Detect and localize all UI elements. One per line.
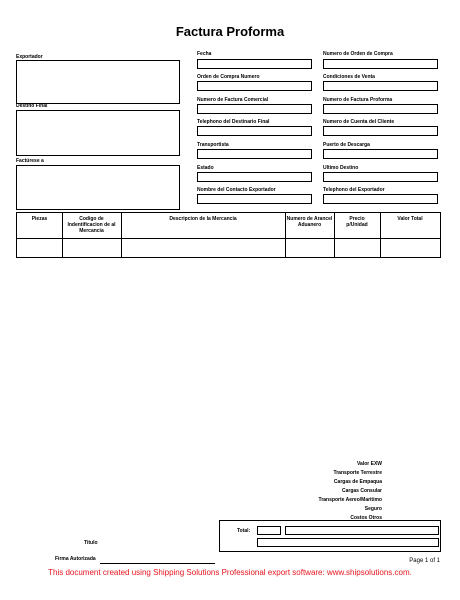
summary-seguro: Seguro: [364, 506, 382, 512]
estado-field[interactable]: [197, 172, 312, 182]
summary-transporte-terrestre: Transporte Terrestre: [333, 470, 382, 476]
total-box: [219, 520, 441, 552]
table-header-precio: Precio p/Unidad: [346, 216, 368, 228]
signature-line[interactable]: [100, 563, 215, 564]
total-amount-field[interactable]: [285, 526, 439, 535]
exportador-label: Exportador: [16, 54, 43, 60]
telephono-exportador-label: Telephono del Exportador: [323, 187, 385, 193]
telephono-destinario-field[interactable]: [197, 126, 312, 136]
summary-valor-exw: Valor EXW: [356, 461, 382, 467]
numero-orden-compra-label: Numero de Orden de Compra: [323, 51, 393, 57]
titulo-label: Titulo: [84, 540, 98, 546]
ultimo-destino-field[interactable]: [323, 172, 438, 182]
telephono-destinario-label: Telephono del Destinario Final: [197, 119, 270, 125]
table-header-descripcion: Descripcion de la Mercancia: [169, 216, 237, 222]
total-currency-field[interactable]: [257, 526, 281, 535]
total-label: Total:: [237, 528, 251, 534]
table-header-piezas: Piezas: [31, 216, 48, 222]
summary-cargas-empaqua: Cargas de Empaqua: [333, 479, 382, 485]
page-number: Page 1 of 1: [409, 558, 440, 564]
numero-cuenta-cliente-label: Numero de Cuenta del Cliente: [323, 119, 395, 125]
fecha-field[interactable]: [197, 59, 312, 69]
puerto-descarga-label: Puerto de Descarga: [323, 142, 370, 148]
nombre-contacto-exportador-label: Nombre del Contacto Exportador: [197, 187, 276, 193]
destino-final-box[interactable]: [16, 110, 180, 156]
exportador-box[interactable]: [16, 60, 180, 104]
transportista-field[interactable]: [197, 149, 312, 159]
summary-cargas-consular: Cargas Consular: [341, 488, 382, 494]
summary-costos-otros: Costos Otros: [350, 515, 382, 521]
puerto-descarga-field[interactable]: [323, 149, 438, 159]
facturese-box[interactable]: [16, 165, 180, 210]
nombre-contacto-exportador-field[interactable]: [197, 194, 312, 204]
numero-factura-comercial-label: Numero de Factura Comercial: [197, 97, 269, 103]
transportista-label: Transportista: [197, 142, 229, 148]
condiciones-venta-field[interactable]: [323, 81, 438, 91]
orden-compra-numero-label: Orden de Compra Numero: [197, 74, 260, 80]
destino-final-label: Destino Final: [16, 103, 48, 109]
estado-label: Estado: [197, 165, 214, 171]
telephono-exportador-field[interactable]: [323, 194, 438, 204]
table-header-divider: [17, 238, 440, 239]
firma-label: Firma Autorizada: [55, 556, 96, 562]
total-words-field[interactable]: [257, 538, 439, 547]
summary-transporte-aereo: Transporte Aereo/Maritimo: [318, 497, 382, 503]
orden-compra-numero-field[interactable]: [197, 81, 312, 91]
table-header-valor-total: Valor Total: [397, 216, 423, 222]
condiciones-venta-label: Condiciones de Venta: [323, 74, 375, 80]
numero-factura-proforma-field[interactable]: [323, 104, 438, 114]
facturese-label: Factúrese a: [16, 158, 44, 164]
footer-notice: This document created using Shipping Solutions Professional export software: www.shipsolutions.com.: [48, 568, 412, 577]
table-header-codigo: Codigo de Indentificacion de al Mercancia: [67, 216, 116, 234]
numero-factura-proforma-label: Numero de Factura Proforma: [323, 97, 393, 103]
line-items-table: [16, 212, 441, 258]
fecha-label: Fecha: [197, 51, 212, 57]
numero-factura-comercial-field[interactable]: [197, 104, 312, 114]
numero-cuenta-cliente-field[interactable]: [323, 126, 438, 136]
ultimo-destino-label: Ultimo Destino: [323, 165, 359, 171]
table-header-arancel: Numero de Arancel Aduanero: [286, 216, 333, 228]
page-title: Factura Proforma: [175, 24, 285, 39]
numero-orden-compra-field[interactable]: [323, 59, 438, 69]
